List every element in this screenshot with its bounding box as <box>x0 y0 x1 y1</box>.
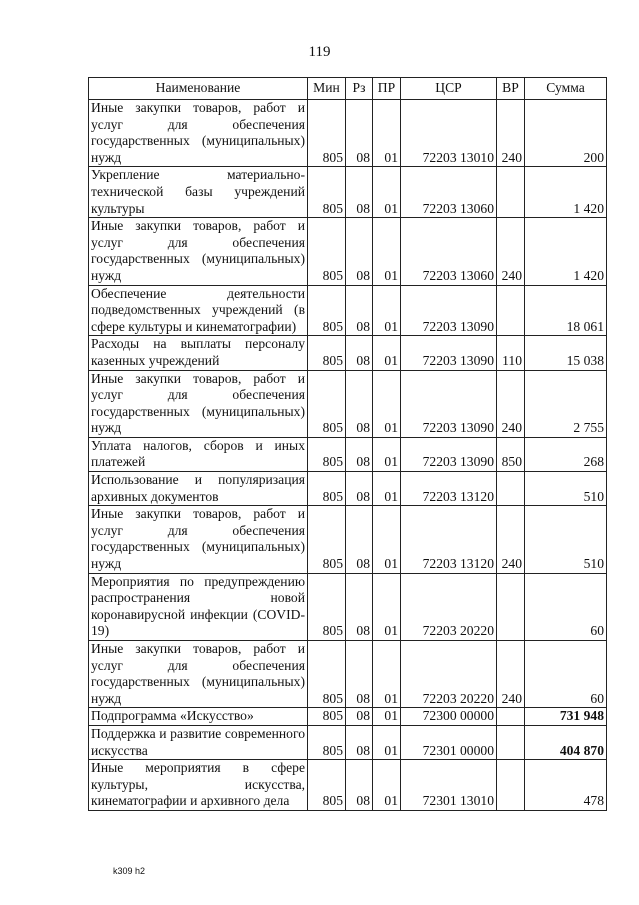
row-min: 805 <box>308 506 346 573</box>
row-name: Укрепление материально-технической базы учреждений культуры <box>89 167 308 218</box>
table-row <box>89 506 607 573</box>
row-vr <box>497 167 525 218</box>
header-csr: ЦСР <box>401 78 497 100</box>
row-vr: 240 <box>497 100 525 167</box>
row-name: Иные закупки товаров, работ и услуг для обеспечения государственных (муниципальных) нужд <box>89 370 308 437</box>
row-min: 805 <box>308 370 346 437</box>
row-sum: 404 870 <box>525 725 607 759</box>
table-row <box>89 641 607 708</box>
table-header-row <box>89 78 607 100</box>
row-name: Подпрограмма «Искусство» <box>89 708 308 726</box>
row-vr <box>497 472 525 506</box>
row-sum: 60 <box>525 573 607 640</box>
row-name: Иные закупки товаров, работ и услуг для обеспечения государственных (муниципальных) нужд <box>89 641 308 708</box>
budget-table <box>88 77 607 811</box>
row-min: 805 <box>308 641 346 708</box>
row-vr: 240 <box>497 218 525 285</box>
row-min: 805 <box>308 760 346 811</box>
row-min: 805 <box>308 167 346 218</box>
table-row <box>89 167 607 218</box>
table-row <box>89 725 607 759</box>
row-sum: 18 061 <box>525 285 607 336</box>
row-name: Обеспечение деятельности подведомственных учреждений (в сфере культуры и кинематографии) <box>89 285 308 336</box>
row-pr: 01 <box>373 370 401 437</box>
row-vr <box>497 573 525 640</box>
row-rz: 08 <box>346 641 373 708</box>
table-row <box>89 472 607 506</box>
row-rz: 08 <box>346 472 373 506</box>
row-min: 805 <box>308 725 346 759</box>
row-pr: 01 <box>373 218 401 285</box>
table-row <box>89 708 607 726</box>
row-min: 805 <box>308 437 346 471</box>
row-sum: 731 948 <box>525 708 607 726</box>
header-pr: ПР <box>373 78 401 100</box>
header-vr: ВР <box>497 78 525 100</box>
row-name: Иные мероприятия в сфере культуры, искусства, кинематографии и архивного дела <box>89 760 308 811</box>
row-pr: 01 <box>373 506 401 573</box>
row-pr: 01 <box>373 760 401 811</box>
row-rz: 08 <box>346 573 373 640</box>
row-name: Уплата налогов, сборов и иных платежей <box>89 437 308 471</box>
row-csr: 72203 13060 <box>401 167 497 218</box>
row-rz: 08 <box>346 336 373 370</box>
header-sum: Сумма <box>525 78 607 100</box>
row-sum: 2 755 <box>525 370 607 437</box>
row-csr: 72301 13010 <box>401 760 497 811</box>
row-vr: 110 <box>497 336 525 370</box>
row-rz: 08 <box>346 437 373 471</box>
row-pr: 01 <box>373 573 401 640</box>
row-sum: 478 <box>525 760 607 811</box>
table-row <box>89 285 607 336</box>
table-row <box>89 437 607 471</box>
row-name: Иные закупки товаров, работ и услуг для обеспечения государственных (муниципальных) нужд <box>89 218 308 285</box>
table-row <box>89 370 607 437</box>
row-vr: 240 <box>497 506 525 573</box>
row-vr <box>497 708 525 726</box>
row-csr: 72203 13090 <box>401 336 497 370</box>
row-sum: 268 <box>525 437 607 471</box>
row-vr <box>497 725 525 759</box>
table-row <box>89 336 607 370</box>
row-sum: 60 <box>525 641 607 708</box>
row-rz: 08 <box>346 100 373 167</box>
row-rz: 08 <box>346 760 373 811</box>
row-vr: 240 <box>497 370 525 437</box>
header-min: Мин <box>308 78 346 100</box>
row-pr: 01 <box>373 336 401 370</box>
row-vr: 240 <box>497 641 525 708</box>
row-sum: 1 420 <box>525 167 607 218</box>
row-rz: 08 <box>346 285 373 336</box>
row-csr: 72301 00000 <box>401 725 497 759</box>
row-sum: 15 038 <box>525 336 607 370</box>
row-csr: 72203 13010 <box>401 100 497 167</box>
row-pr: 01 <box>373 725 401 759</box>
row-name: Использование и популяризация архивных документов <box>89 472 308 506</box>
row-csr: 72203 13120 <box>401 506 497 573</box>
row-pr: 01 <box>373 708 401 726</box>
row-name: Поддержка и развитие современного искусства <box>89 725 308 759</box>
row-name: Расходы на выплаты персоналу казенных учреждений <box>89 336 308 370</box>
row-csr: 72203 20220 <box>401 641 497 708</box>
row-csr: 72203 13090 <box>401 437 497 471</box>
row-vr <box>497 760 525 811</box>
row-sum: 1 420 <box>525 218 607 285</box>
row-name: Иные закупки товаров, работ и услуг для обеспечения государственных (муниципальных) нужд <box>89 506 308 573</box>
row-pr: 01 <box>373 167 401 218</box>
row-rz: 08 <box>346 725 373 759</box>
row-rz: 08 <box>346 370 373 437</box>
row-sum: 510 <box>525 506 607 573</box>
row-csr: 72300 00000 <box>401 708 497 726</box>
row-min: 805 <box>308 100 346 167</box>
row-rz: 08 <box>346 218 373 285</box>
page-number: 119 <box>308 44 331 60</box>
row-min: 805 <box>308 573 346 640</box>
table-row <box>89 100 607 167</box>
row-sum: 510 <box>525 472 607 506</box>
row-pr: 01 <box>373 285 401 336</box>
row-pr: 01 <box>373 641 401 708</box>
row-csr: 72203 13120 <box>401 472 497 506</box>
row-sum: 200 <box>525 100 607 167</box>
row-name: Иные закупки товаров, работ и услуг для обеспечения государственных (муниципальных) нужд <box>89 100 308 167</box>
row-min: 805 <box>308 285 346 336</box>
row-pr: 01 <box>373 472 401 506</box>
row-vr: 850 <box>497 437 525 471</box>
row-name: Мероприятия по предупреждению распространения новой коронавирусной инфекции (COVID-19) <box>89 573 308 640</box>
row-rz: 08 <box>346 167 373 218</box>
row-rz: 08 <box>346 708 373 726</box>
row-rz: 08 <box>346 506 373 573</box>
row-csr: 72203 13060 <box>401 218 497 285</box>
row-csr: 72203 20220 <box>401 573 497 640</box>
row-min: 805 <box>308 336 346 370</box>
row-vr <box>497 285 525 336</box>
table-row <box>89 573 607 640</box>
row-pr: 01 <box>373 437 401 471</box>
header-rz: Рз <box>346 78 373 100</box>
footer-code: k309 h2 <box>113 866 146 876</box>
header-name: Наименование <box>89 78 308 100</box>
row-csr: 72203 13090 <box>401 370 497 437</box>
row-min: 805 <box>308 472 346 506</box>
row-min: 805 <box>308 218 346 285</box>
table-row <box>89 218 607 285</box>
row-min: 805 <box>308 708 346 726</box>
table-row <box>89 760 607 811</box>
row-csr: 72203 13090 <box>401 285 497 336</box>
row-pr: 01 <box>373 100 401 167</box>
